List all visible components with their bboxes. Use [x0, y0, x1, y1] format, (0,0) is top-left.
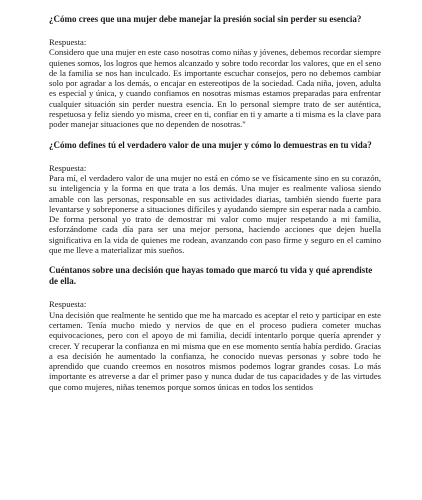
answer-paragraph: Una decisión que realmente he sentido que me ha marcado es aceptar el reto y participar en este certamen. Tenía mucho miedo y nervios de que en el proceso pudiera cometer muchas equivocaciones, pero con el apoyo de mi familia, decidí intentarlo porque quería aprender y crecer. Y recuperar la confianza en mi misma que en ese momento sentía había perdido. Gracias a esa decisión he aumentado la confianza, he conocido nuevas personas y sobre todo he aprendido que cuando creemos en nosotros mismos podemos lograr grandes cosas. Lo más importante es atreverse a dar el primer paso y nunca dudar de tus capacidades y de las virtudes que como mujeres, niñas tenemos porque somos únicas en todos los sentidos	[49, 309, 381, 392]
answer-paragraph: Para mí, el verdadero valor de una mujer no está en cómo se ve físicamente sino en su corazón, su inteligencia y la forma en que trata a los demás. Una mujer es realmente valiosa siendo amable con las personas, responsable en sus actividades diarias, también siendo fuerte para levantarse y sobreponerse a situaciones difíciles y ayudando siempre sin esperar nada a cambio. De forma personal yo trato de demostrar mi valor como mujer respetando a mi familia, esforzándome cada día para ser una mejor persona, haciendo acciones que dejen huella significativa en la vida de quienes me rodean, avanzando con paso firme y seguro en el camino que me lleve a materializar mis sueños.	[49, 172, 381, 256]
question-heading: ¿Cómo crees que una mujer debe manejar la presión social sin perder su esencia?	[49, 14, 362, 24]
document-page	[49, 14, 381, 392]
question-heading: ¿Cómo defines tú el verdadero valor de una mujer y cómo lo demuestras en tu vida?	[49, 139, 372, 150]
qa-section-2	[49, 140, 381, 256]
answer-label: Respuesta:	[49, 37, 87, 47]
answer-label: Respuesta:	[49, 299, 87, 310]
qa-section-1	[49, 14, 381, 130]
question-heading: Cuéntanos sobre una decisión que hayas tomado que marcó tu vida y qué aprendiste de ella.	[49, 265, 373, 287]
answer-label: Respuesta:	[49, 162, 87, 173]
qa-section-3	[49, 265, 381, 392]
answer-paragraph: Considero que una mujer en este caso nosotras como niñas y jóvenes, debemos recordar siempre quienes somos, los logros que hemos alcanzado y sobre todo recordar los valores, que en el seno de la familia se nos han inculcado. Es importante escuchar consejos, pero no debemos cambiar solo por agradar a los demás, o encajar en estereotipos de la sociedad. Cada niña, joven, adulta es especial y única, y cuando confiamos en nosotras mismas estamos preparadas para enfrentar cualquier situación sin perder nuestra esencia. En lo personal siempre trato de ser auténtica, respetuosa y feliz siendo yo misma, creer en ti, confiar en ti y amarte a ti misma es la clave para poder manejar situaciones que no dependen de nosotras."	[49, 47, 381, 130]
